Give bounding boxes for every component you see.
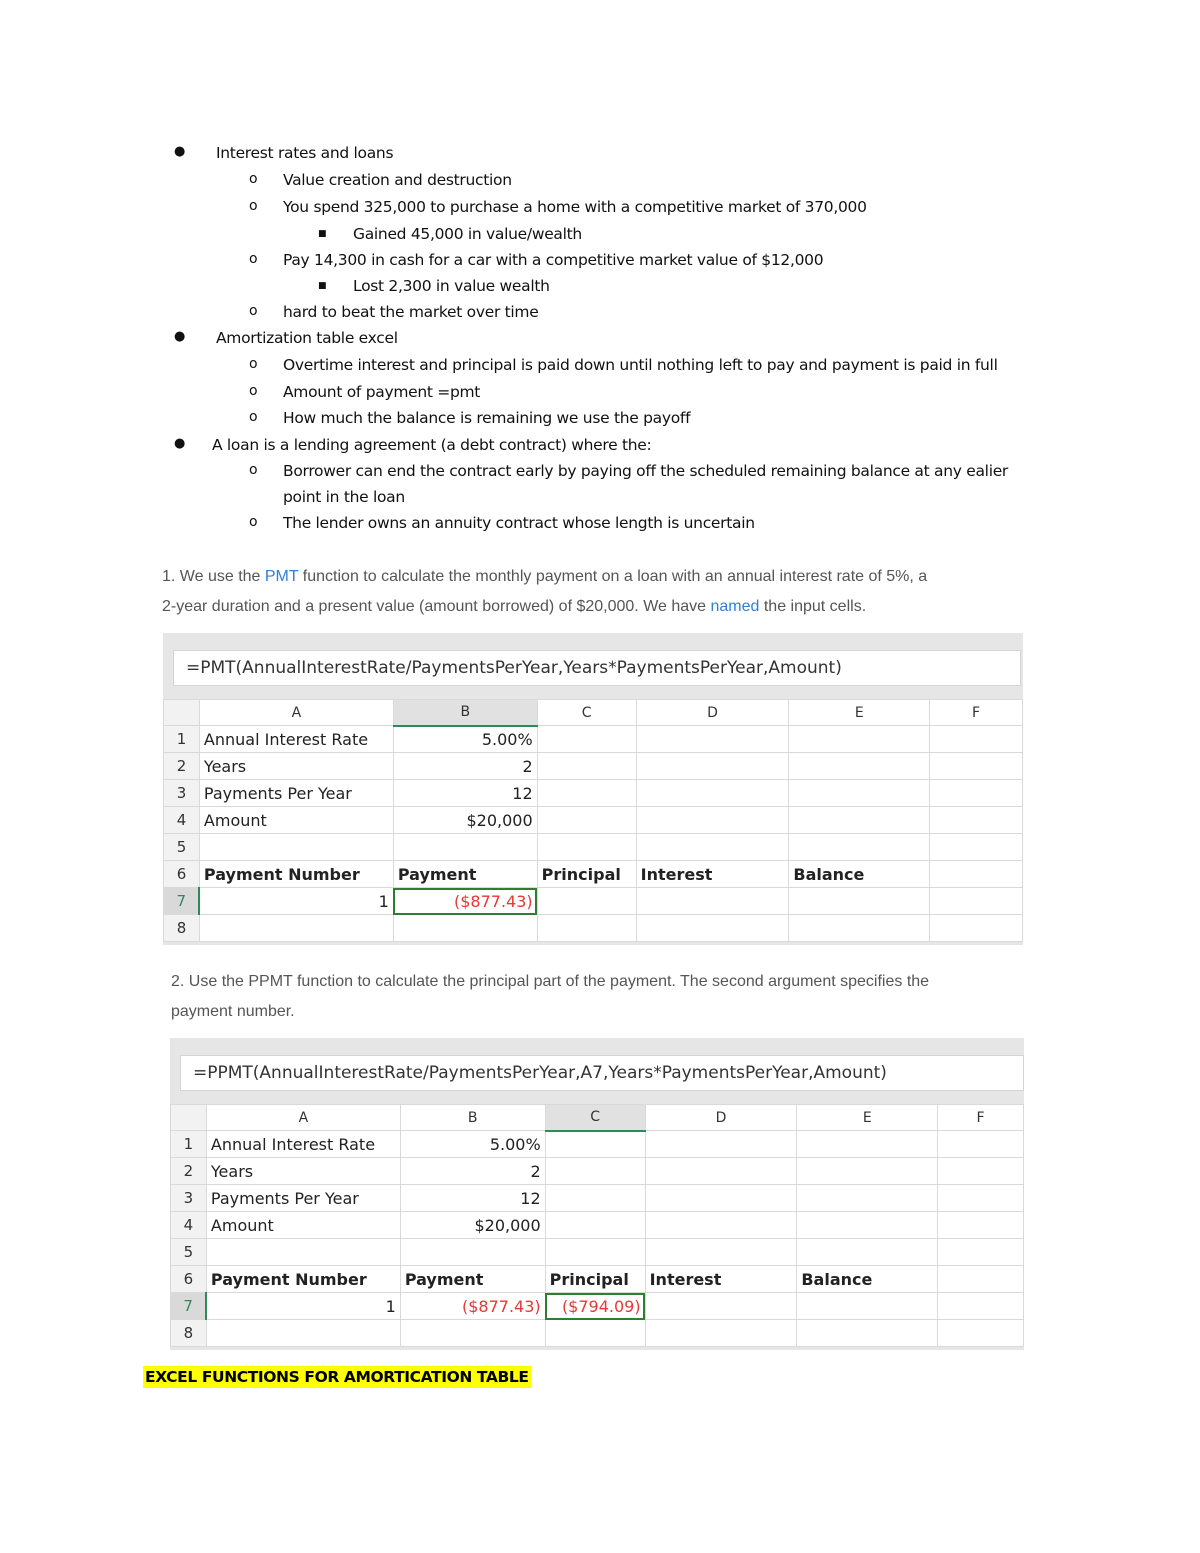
- cell-f2[interactable]: [938, 1158, 1024, 1185]
- bullet-icon: o: [249, 356, 258, 372]
- table-row: [171, 1131, 1024, 1158]
- cell-c7-selected[interactable]: ($794.09): [545, 1293, 645, 1320]
- column-header-row: [171, 1105, 1024, 1131]
- column-header-e[interactable]: E: [789, 700, 930, 726]
- list-item-text: Amortization table excel: [216, 329, 398, 347]
- cell-f7[interactable]: [938, 1293, 1024, 1320]
- list-item: [0, 356, 998, 376]
- bullet-icon: o: [249, 462, 258, 478]
- row-header[interactable]: 3: [164, 780, 200, 807]
- bullet-icon: o: [249, 409, 258, 425]
- list-item: [0, 144, 900, 164]
- table-row: [171, 1212, 1024, 1239]
- bullet-icon: o: [249, 383, 258, 399]
- cell-f1[interactable]: [930, 726, 1023, 753]
- cell-a2[interactable]: Years: [199, 753, 393, 780]
- select-all-corner[interactable]: [171, 1105, 207, 1131]
- row-header[interactable]: 1: [171, 1131, 207, 1158]
- row-header[interactable]: 8: [171, 1320, 207, 1347]
- row-header[interactable]: 2: [171, 1158, 207, 1185]
- step2-text: payment number.: [171, 1003, 295, 1020]
- cell-d3[interactable]: [645, 1185, 797, 1212]
- column-header-f[interactable]: F: [930, 700, 1023, 726]
- cell-b3[interactable]: 12: [393, 780, 537, 807]
- cell-d8[interactable]: [636, 915, 789, 942]
- cell-b6[interactable]: Payment: [400, 1266, 545, 1293]
- table-row: [171, 1158, 1024, 1185]
- bullet-icon: o: [249, 303, 258, 319]
- cell-d7[interactable]: [645, 1293, 797, 1320]
- row-header[interactable]: 3: [171, 1185, 207, 1212]
- cell-e8[interactable]: [789, 915, 930, 942]
- table-row: [164, 726, 1023, 753]
- list-item: [0, 383, 900, 403]
- table-row: [164, 753, 1023, 780]
- pmt-link[interactable]: PMT: [264, 568, 299, 585]
- step1-text: 2-year duration and a present value (amount borrowed) of $20,000. We have: [162, 598, 711, 615]
- step1-text: the input cells.: [759, 598, 867, 615]
- cell-b2[interactable]: 2: [393, 753, 537, 780]
- cell-f5[interactable]: [938, 1239, 1024, 1266]
- cell-e1[interactable]: [789, 726, 930, 753]
- cell-c6[interactable]: Principal: [545, 1266, 645, 1293]
- cell-e5[interactable]: [797, 1239, 938, 1266]
- cell-f2[interactable]: [930, 753, 1023, 780]
- cell-b8[interactable]: [393, 915, 537, 942]
- cell-f3[interactable]: [938, 1185, 1024, 1212]
- table-row: [164, 861, 1023, 888]
- cell-e2[interactable]: [789, 753, 930, 780]
- table-row: [164, 807, 1023, 834]
- row-header[interactable]: 7: [164, 888, 200, 915]
- cell-b4[interactable]: $20,000: [400, 1212, 545, 1239]
- cell-b7[interactable]: ($877.43): [400, 1293, 545, 1320]
- cell-c5[interactable]: [537, 834, 636, 861]
- cell-d4[interactable]: [636, 807, 789, 834]
- cell-a4[interactable]: Amount: [206, 1212, 400, 1239]
- cell-a1[interactable]: Annual Interest Rate: [206, 1131, 400, 1158]
- table-row: [171, 1320, 1024, 1347]
- cell-b1[interactable]: 5.00%: [400, 1131, 545, 1158]
- cell-a3[interactable]: Payments Per Year: [206, 1185, 400, 1212]
- column-header-b[interactable]: B: [400, 1105, 545, 1131]
- list-item: [0, 225, 900, 245]
- cell-e6[interactable]: Balance: [789, 861, 930, 888]
- bullet-icon: ■: [318, 281, 327, 291]
- cell-e1[interactable]: [797, 1131, 938, 1158]
- cell-b3[interactable]: 12: [400, 1185, 545, 1212]
- list-item: [0, 303, 900, 323]
- cell-b6[interactable]: Payment: [393, 861, 537, 888]
- cell-f3[interactable]: [930, 780, 1023, 807]
- cell-e2[interactable]: [797, 1158, 938, 1185]
- cell-e5[interactable]: [789, 834, 930, 861]
- cell-c2[interactable]: [537, 753, 636, 780]
- column-header-f[interactable]: F: [938, 1105, 1024, 1131]
- bullet-icon: o: [249, 198, 258, 214]
- spreadsheet-screenshot-1: [163, 633, 1023, 945]
- cell-a6[interactable]: Payment Number: [206, 1266, 400, 1293]
- list-item-text: Pay 14,300 in cash for a car with a competitive market value of $12,000: [283, 251, 824, 269]
- cell-b5[interactable]: [393, 834, 537, 861]
- list-item: [0, 198, 900, 218]
- cell-f6[interactable]: [930, 861, 1023, 888]
- list-item: [0, 171, 900, 191]
- cell-f4[interactable]: [930, 807, 1023, 834]
- cell-a1[interactable]: Annual Interest Rate: [199, 726, 393, 753]
- cell-d4[interactable]: [645, 1212, 797, 1239]
- table-row: [171, 1293, 1024, 1320]
- cell-d8[interactable]: [645, 1320, 797, 1347]
- cell-c3[interactable]: [545, 1185, 645, 1212]
- cell-e6[interactable]: Balance: [797, 1266, 938, 1293]
- list-item: [0, 251, 900, 271]
- row-header[interactable]: 6: [164, 861, 200, 888]
- cell-c3[interactable]: [537, 780, 636, 807]
- column-header-a[interactable]: A: [199, 700, 393, 726]
- cell-a5[interactable]: [206, 1239, 400, 1266]
- cell-d1[interactable]: [636, 726, 789, 753]
- row-header[interactable]: 5: [171, 1239, 207, 1266]
- cell-a8[interactable]: [199, 915, 393, 942]
- bullet-icon: ●: [174, 144, 186, 159]
- list-item: [0, 436, 900, 456]
- cell-d1[interactable]: [645, 1131, 797, 1158]
- list-item-text: How much the balance is remaining we use the payoff: [283, 409, 691, 427]
- formula-bar[interactable]: =PMT(AnnualInterestRate/PaymentsPerYear,Years*PaymentsPerYear,Amount): [173, 650, 1021, 686]
- cell-a5[interactable]: [199, 834, 393, 861]
- table-row: [164, 888, 1023, 915]
- cell-e7[interactable]: [789, 888, 930, 915]
- cell-c5[interactable]: [545, 1239, 645, 1266]
- cell-c4[interactable]: [537, 807, 636, 834]
- cell-c4[interactable]: [545, 1212, 645, 1239]
- cell-e8[interactable]: [797, 1320, 938, 1347]
- cell-e3[interactable]: [797, 1185, 938, 1212]
- cell-c1[interactable]: [537, 726, 636, 753]
- column-header-d[interactable]: D: [636, 700, 789, 726]
- list-item: [0, 462, 1009, 482]
- column-header-b[interactable]: B: [393, 700, 537, 726]
- cell-b1[interactable]: 5.00%: [393, 726, 537, 753]
- cell-d6[interactable]: Interest: [636, 861, 789, 888]
- column-header-a[interactable]: A: [206, 1105, 400, 1131]
- list-item: [0, 277, 900, 297]
- cell-a7[interactable]: 1: [199, 888, 393, 915]
- cell-e7[interactable]: [797, 1293, 938, 1320]
- spreadsheet-screenshot-2: [170, 1038, 1024, 1350]
- cell-b5[interactable]: [400, 1239, 545, 1266]
- cell-f7[interactable]: [930, 888, 1023, 915]
- row-header[interactable]: 2: [164, 753, 200, 780]
- list-item-text: hard to beat the market over time: [283, 303, 539, 321]
- cell-d2[interactable]: [636, 753, 789, 780]
- highlighted-heading: EXCEL FUNCTIONS FOR AMORTICATION TABLE: [145, 1368, 529, 1386]
- list-item-text: Interest rates and loans: [216, 144, 394, 162]
- table-row: [171, 1239, 1024, 1266]
- table-row: [164, 780, 1023, 807]
- cell-c1[interactable]: [545, 1131, 645, 1158]
- step2-instructions: [171, 967, 1026, 1027]
- sheet1-grid: [163, 699, 1023, 942]
- list-item-text: Amount of payment =pmt: [283, 383, 481, 401]
- cell-a4[interactable]: Amount: [199, 807, 393, 834]
- cell-e4[interactable]: [797, 1212, 938, 1239]
- cell-c7[interactable]: [537, 888, 636, 915]
- cell-b8[interactable]: [400, 1320, 545, 1347]
- cell-b4[interactable]: $20,000: [393, 807, 537, 834]
- bullet-icon: o: [249, 514, 258, 530]
- cell-d5[interactable]: [636, 834, 789, 861]
- step2-text: 2. Use the PPMT function to calculate the principal part of the payment. The second argument specifies the: [171, 973, 930, 990]
- list-item-text: Overtime interest and principal is paid down until nothing left to pay and payment is paid in full: [283, 356, 998, 374]
- list-item: [0, 409, 900, 429]
- cell-d7[interactable]: [636, 888, 789, 915]
- list-item-text: You spend 325,000 to purchase a home with a competitive market of 370,000: [283, 198, 867, 216]
- bullet-icon: ●: [174, 436, 186, 451]
- row-header[interactable]: 8: [164, 915, 200, 942]
- cell-c6[interactable]: Principal: [537, 861, 636, 888]
- cell-a8[interactable]: [206, 1320, 400, 1347]
- column-header-d[interactable]: D: [645, 1105, 797, 1131]
- list-item-text: point in the loan: [283, 488, 405, 506]
- cell-b7-selected[interactable]: ($877.43): [393, 888, 537, 915]
- list-item: [0, 514, 900, 534]
- bullet-icon: o: [249, 251, 258, 267]
- cell-b2[interactable]: 2: [400, 1158, 545, 1185]
- bullet-icon: o: [249, 171, 258, 187]
- list-item-text: A loan is a lending agreement (a debt contract) where the:: [212, 436, 652, 454]
- column-header-c[interactable]: C: [545, 1105, 645, 1131]
- row-header[interactable]: 1: [164, 726, 200, 753]
- table-row: [171, 1266, 1024, 1293]
- column-header-e[interactable]: E: [797, 1105, 938, 1131]
- step1-text: function to calculate the monthly payment on a loan with an annual interest rate of 5%, a: [298, 568, 928, 585]
- select-all-corner[interactable]: [164, 700, 200, 726]
- cell-e3[interactable]: [789, 780, 930, 807]
- list-item-text: Value creation and destruction: [283, 171, 512, 189]
- table-row: [171, 1185, 1024, 1212]
- table-row: [164, 834, 1023, 861]
- list-item-continuation: [0, 488, 900, 508]
- list-item-text: Borrower can end the contract early by paying off the scheduled remaining balance at any ealier: [283, 462, 1009, 480]
- bullet-icon: ●: [174, 329, 186, 344]
- row-header[interactable]: 4: [164, 807, 200, 834]
- list-item: [0, 329, 900, 349]
- named-link[interactable]: named: [710, 598, 760, 615]
- cell-f1[interactable]: [938, 1131, 1024, 1158]
- column-header-row: [164, 700, 1023, 726]
- cell-c8[interactable]: [545, 1320, 645, 1347]
- cell-a2[interactable]: Years: [206, 1158, 400, 1185]
- formula-bar[interactable]: =PPMT(AnnualInterestRate/PaymentsPerYear,A7,Years*PaymentsPerYear,Amount): [180, 1055, 1024, 1091]
- sheet2-grid: [170, 1104, 1024, 1347]
- column-header-c[interactable]: C: [537, 700, 636, 726]
- cell-c2[interactable]: [545, 1158, 645, 1185]
- row-header[interactable]: 5: [164, 834, 200, 861]
- cell-a6[interactable]: Payment Number: [199, 861, 393, 888]
- cell-d3[interactable]: [636, 780, 789, 807]
- cell-f8[interactable]: [930, 915, 1023, 942]
- list-item-text: Lost 2,300 in value wealth: [353, 277, 550, 295]
- cell-f8[interactable]: [938, 1320, 1024, 1347]
- cell-e4[interactable]: [789, 807, 930, 834]
- cell-a3[interactable]: Payments Per Year: [199, 780, 393, 807]
- cell-a7[interactable]: 1: [206, 1293, 400, 1320]
- row-header[interactable]: 7: [171, 1293, 207, 1320]
- bullet-icon: ■: [318, 229, 327, 239]
- cell-f4[interactable]: [938, 1212, 1024, 1239]
- cell-f6[interactable]: [938, 1266, 1024, 1293]
- cell-d6[interactable]: Interest: [645, 1266, 797, 1293]
- list-item-text: The lender owns an annuity contract whose length is uncertain: [283, 514, 755, 532]
- cell-c8[interactable]: [537, 915, 636, 942]
- step1-instructions: [162, 562, 927, 622]
- list-item-text: Gained 45,000 in value/wealth: [353, 225, 582, 243]
- cell-d5[interactable]: [645, 1239, 797, 1266]
- row-header[interactable]: 4: [171, 1212, 207, 1239]
- table-row: [164, 915, 1023, 942]
- step1-text: 1. We use the: [162, 568, 265, 585]
- cell-d2[interactable]: [645, 1158, 797, 1185]
- cell-f5[interactable]: [930, 834, 1023, 861]
- row-header[interactable]: 6: [171, 1266, 207, 1293]
